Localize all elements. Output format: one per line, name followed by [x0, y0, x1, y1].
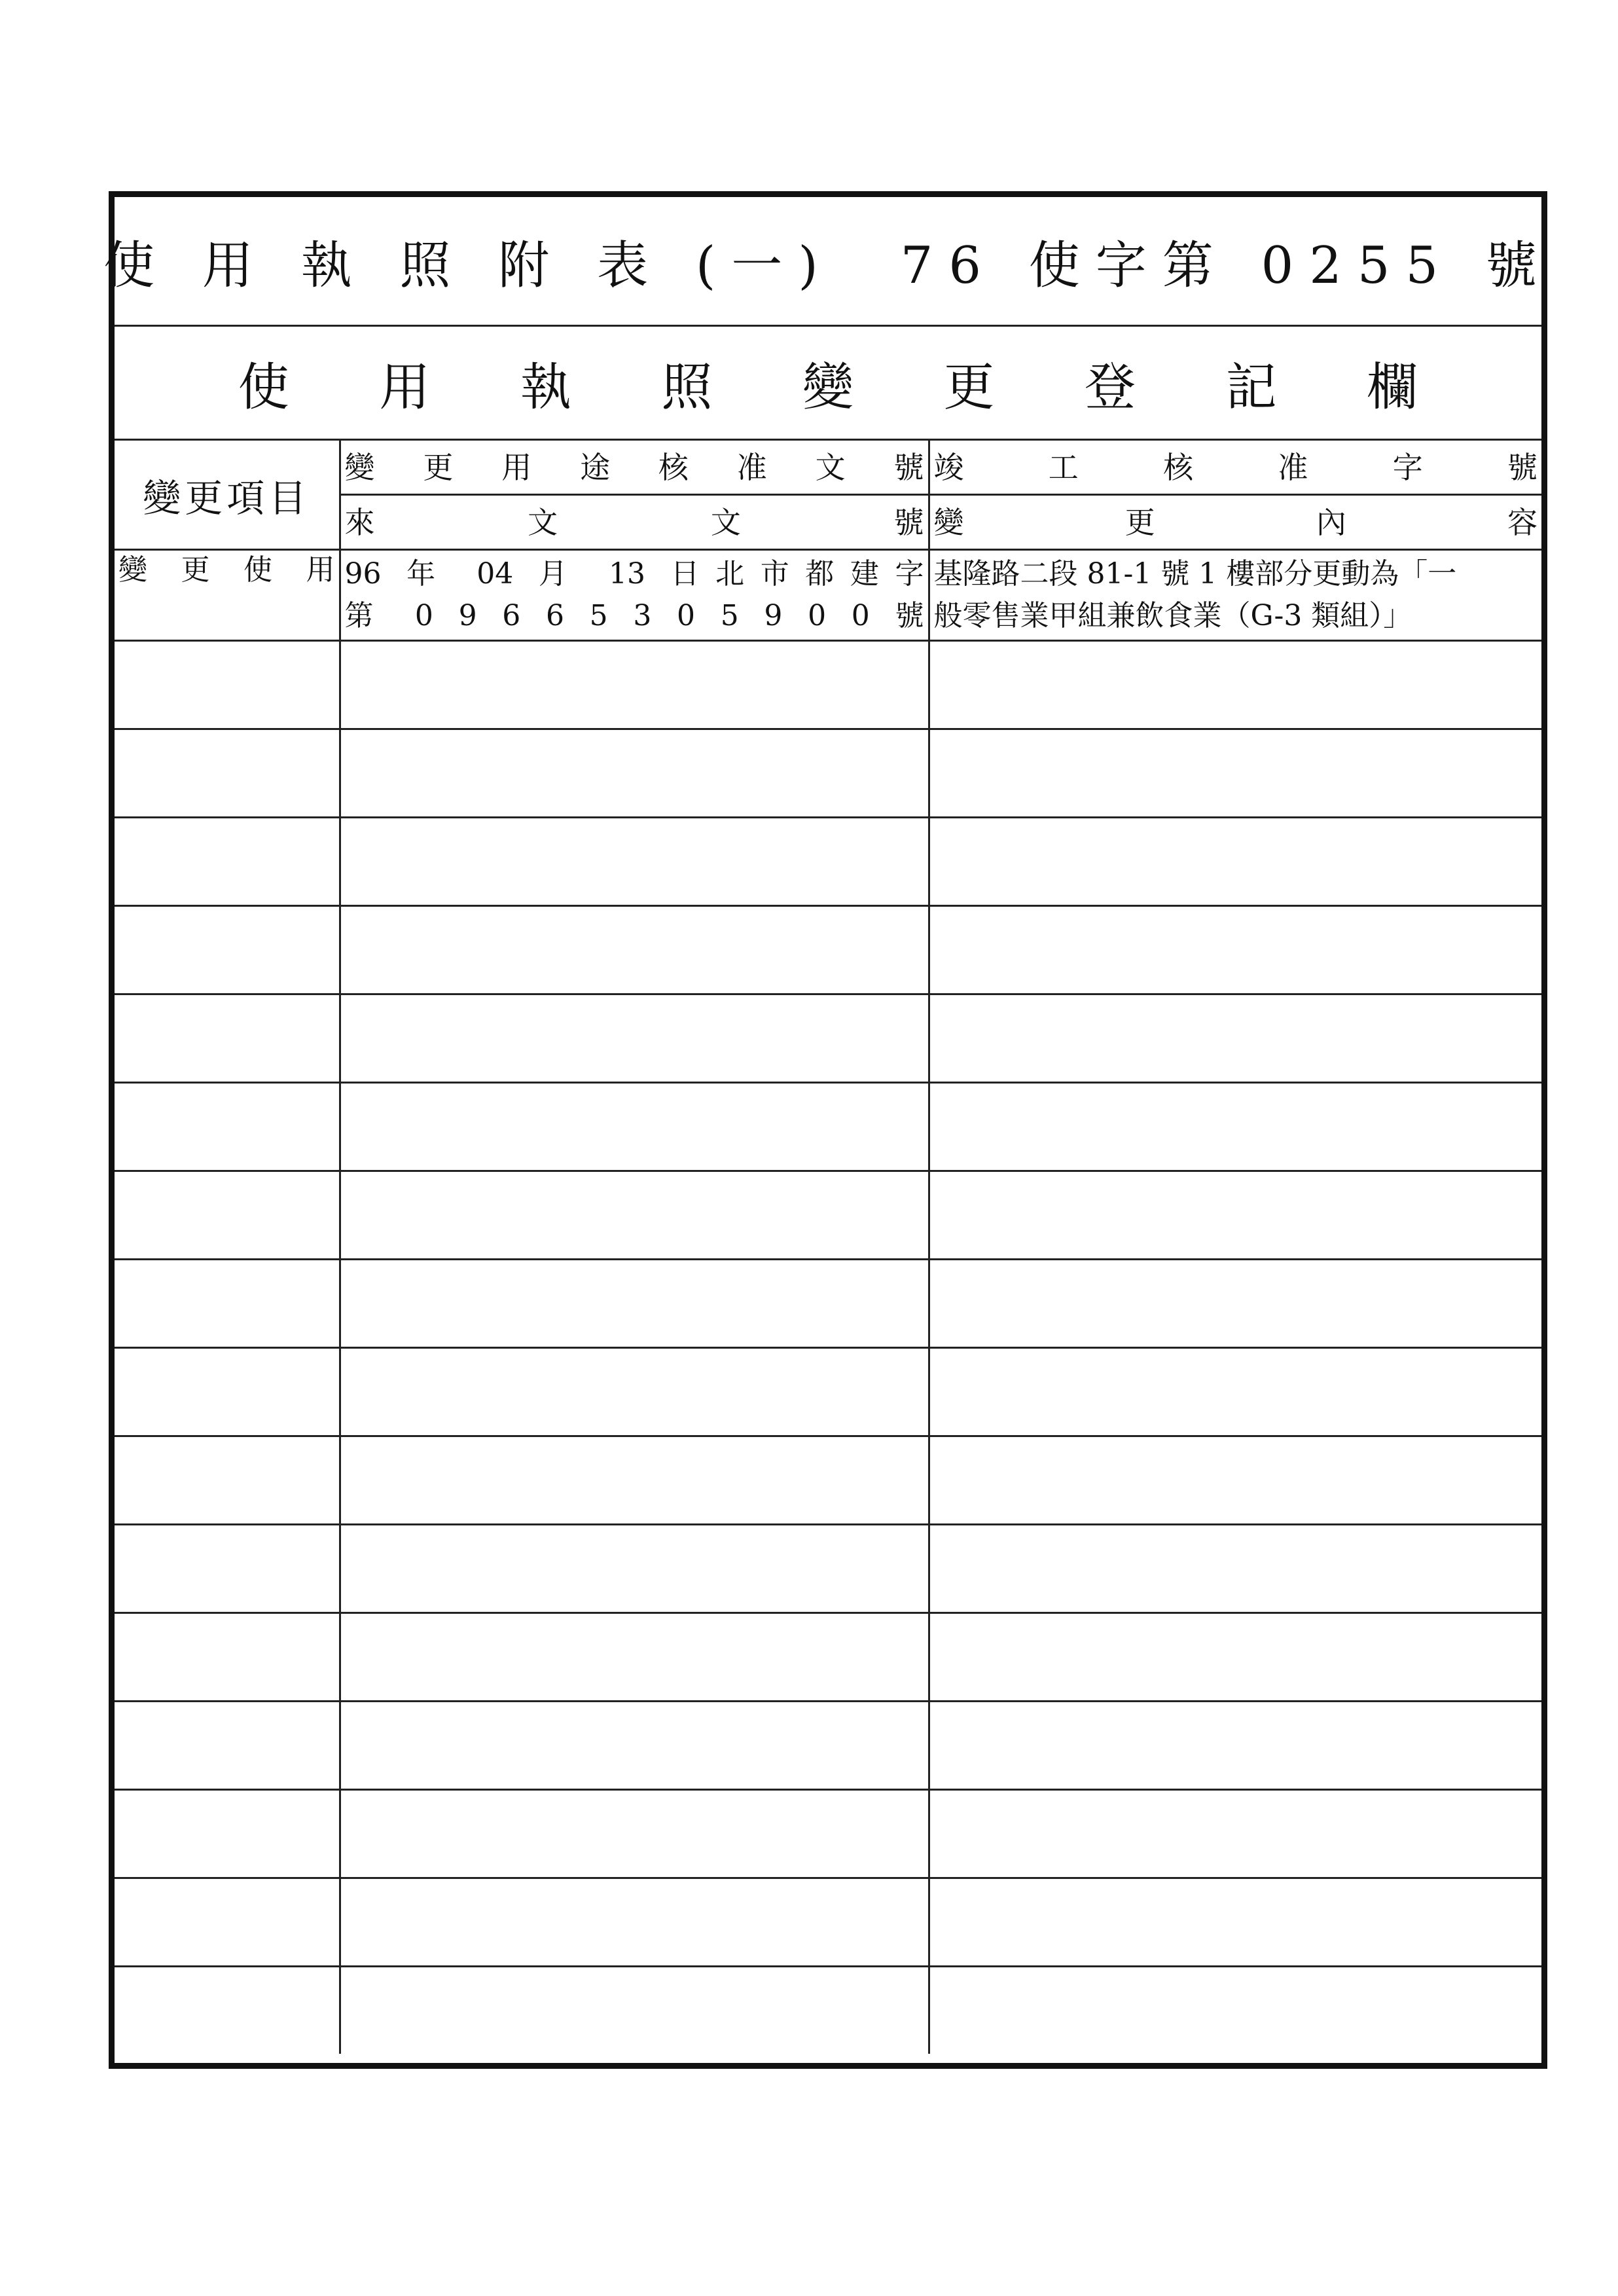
- table-row: [115, 1525, 1541, 1613]
- table-row: [115, 1436, 1541, 1525]
- empty-cell: [929, 1171, 1541, 1260]
- table-row: [115, 1083, 1541, 1171]
- subtitle-char: 更: [943, 357, 995, 417]
- header-incoming-doc-no: 來 文 文 號: [340, 495, 929, 550]
- empty-cell: [115, 729, 340, 818]
- table-row: [115, 1348, 1541, 1436]
- empty-cell: [340, 1702, 929, 1790]
- table-row: [115, 994, 1541, 1083]
- subtitle-char: 登: [1085, 357, 1136, 417]
- empty-cell: [340, 1525, 929, 1613]
- empty-cell: [340, 1348, 929, 1436]
- table-row: [115, 641, 1541, 729]
- table-row: [115, 1878, 1541, 1967]
- empty-cell: [115, 1613, 340, 1702]
- empty-cell: [929, 1967, 1541, 2054]
- empty-cell: [340, 1613, 929, 1702]
- empty-cell: [340, 1967, 929, 2054]
- empty-cell: [340, 1790, 929, 1878]
- empty-cell: [929, 641, 1541, 729]
- empty-cell: [340, 1171, 929, 1260]
- empty-cell: [115, 1260, 340, 1348]
- empty-cell: [115, 1348, 340, 1436]
- empty-cell: [929, 1436, 1541, 1525]
- header-approval-doc-no: 變 更 用 途 核 准 文 號: [340, 441, 929, 495]
- empty-cell: [340, 994, 929, 1083]
- subtitle-char: 記: [1225, 357, 1277, 417]
- empty-cell: [929, 1260, 1541, 1348]
- empty-cell: [929, 1790, 1541, 1878]
- empty-cell: [115, 906, 340, 994]
- empty-cell: [115, 1436, 340, 1525]
- table-row: [115, 1967, 1541, 2054]
- license-form: [103, 191, 1553, 2069]
- empty-cell: [115, 994, 340, 1083]
- empty-cell: [929, 1613, 1541, 1702]
- empty-cell: [115, 1790, 340, 1878]
- cell-change-item: 變 更 使 用: [115, 550, 340, 641]
- empty-cell: [929, 729, 1541, 818]
- table-row: [115, 1260, 1541, 1348]
- empty-cell: [929, 1702, 1541, 1790]
- empty-cell: [115, 1702, 340, 1790]
- subtitle-char: 照: [661, 357, 713, 417]
- subtitle-char: 變: [802, 357, 854, 417]
- table-row: [115, 1702, 1541, 1790]
- table-row: [115, 550, 1541, 641]
- form-subtitle-row: [115, 327, 1541, 441]
- empty-cell: [340, 818, 929, 906]
- empty-cell: [115, 1967, 340, 2054]
- empty-cell: [115, 1878, 340, 1967]
- table-row: [115, 1613, 1541, 1702]
- cell-doc-number: 96 年 04 月 13 日北市都建字 第 0 9 6 6 5 3 0 5 9 0 0 號: [340, 550, 929, 641]
- empty-cell: [340, 1436, 929, 1525]
- subtitle-char: 欄: [1367, 357, 1418, 417]
- empty-cell: [929, 1083, 1541, 1171]
- header-completion-no: 竣 工 核 准 字 號: [929, 441, 1541, 495]
- table-row: [115, 729, 1541, 818]
- subtitle-char: 執: [520, 357, 571, 417]
- form-title-row: [103, 197, 1553, 327]
- form-title: 使 用 執 照 附 表 (一) 76 使字第 0255 號: [103, 236, 1553, 295]
- empty-cell: [115, 1171, 340, 1260]
- table-row: [115, 1790, 1541, 1878]
- empty-cell: [340, 641, 929, 729]
- empty-cell: [929, 1348, 1541, 1436]
- empty-cell: [929, 1525, 1541, 1613]
- subtitle-char: 用: [379, 357, 431, 417]
- table-row: [115, 906, 1541, 994]
- empty-cell: [340, 1083, 929, 1171]
- table-row: [115, 818, 1541, 906]
- empty-cell: [929, 994, 1541, 1083]
- empty-cell: [115, 1083, 340, 1171]
- change-register-table: [115, 441, 1541, 2054]
- empty-cell: [929, 1878, 1541, 1967]
- empty-cell: [115, 1525, 340, 1613]
- empty-cell: [929, 818, 1541, 906]
- header-change-item: 變更項目: [115, 441, 340, 550]
- empty-cell: [115, 641, 340, 729]
- cell-change-content: 基隆路二段 81-1 號 1 樓部分更動為「一 般零售業甲組兼飲食業（G-3 類組）」: [929, 550, 1541, 641]
- empty-cell: [340, 729, 929, 818]
- empty-cell: [929, 906, 1541, 994]
- table-row: [115, 1171, 1541, 1260]
- empty-cell: [340, 906, 929, 994]
- empty-cell: [340, 1878, 929, 1967]
- empty-cell: [115, 818, 340, 906]
- subtitle-char: 使: [238, 357, 289, 417]
- header-change-content: 變 更 內 容: [929, 495, 1541, 550]
- empty-cell: [340, 1260, 929, 1348]
